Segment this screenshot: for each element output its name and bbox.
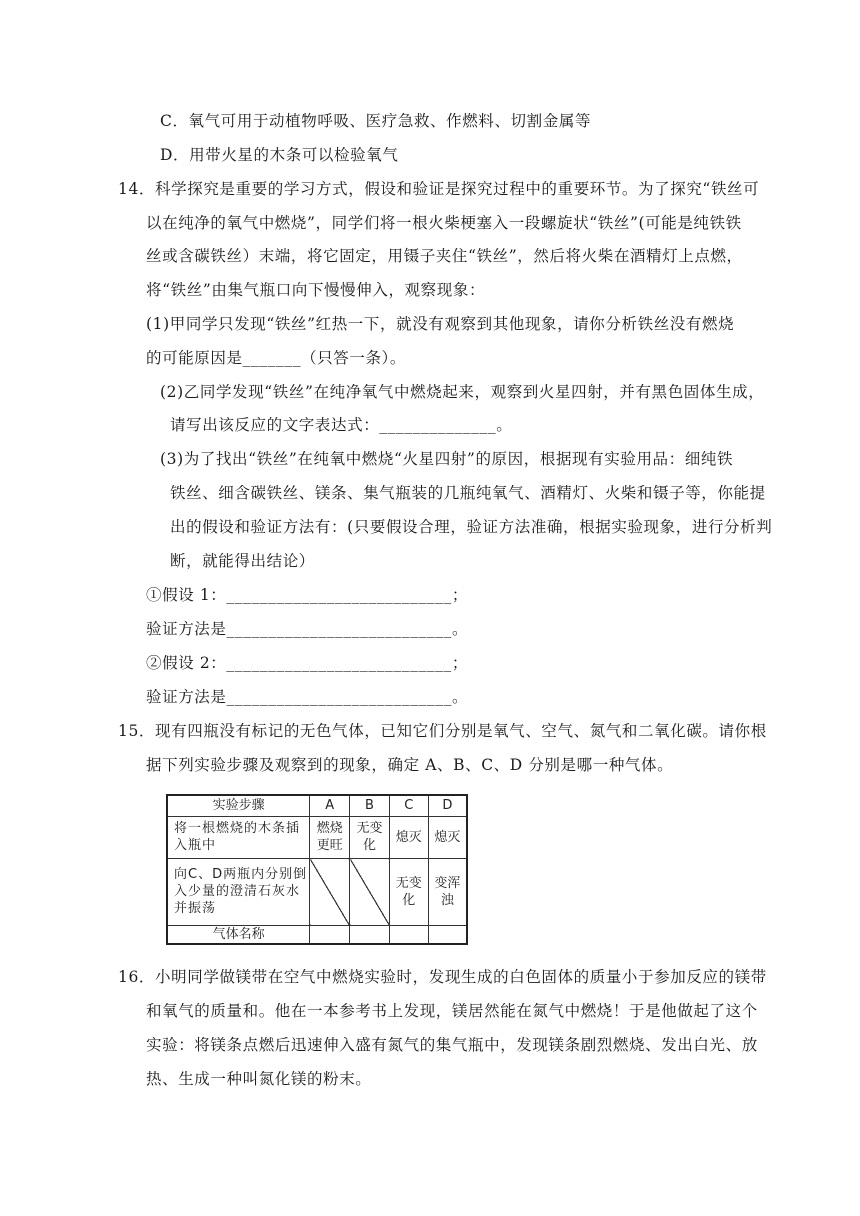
table-cell-c: 熄灭 bbox=[389, 816, 428, 858]
table-row bbox=[167, 816, 467, 858]
q14-part3-line4: 断，就能得出结论） bbox=[170, 552, 315, 570]
q15-stem-line1: 15．现有四瓶没有标记的无色气体，已知它们分别是氧气、空气、氮气和二氧化碳。请你根 bbox=[118, 722, 767, 740]
q14-part3-line1: (3)为了找出“铁丝”在纯氧中燃烧“火星四射”的原因，根据现有实验用品：细纯铁 bbox=[160, 450, 734, 468]
table-cell-d: 变浑浊 bbox=[428, 859, 467, 926]
table-header-cell: C bbox=[389, 795, 428, 816]
option-d: D．用带火星的木条可以检验氧气 bbox=[160, 146, 399, 164]
table-header-cell: A bbox=[310, 795, 350, 816]
table-cell-empty bbox=[350, 925, 390, 944]
verification-1: 验证方法是___________________________。 bbox=[146, 620, 469, 638]
table-header-cell: D bbox=[428, 795, 467, 816]
hypothesis-1: ①假设 1：___________________________； bbox=[146, 586, 468, 604]
q16-stem-line1: 16．小明同学做镁带在空气中燃烧实验时，发现生成的白色固体的质量小于参加反应的镁带 bbox=[118, 968, 767, 986]
hypothesis-2: ②假设 2：___________________________； bbox=[146, 654, 468, 672]
q14-stem-line3: 丝或含碳铁丝）末端，将它固定，用镊子夹住“铁丝”，然后将火柴在酒精灯上点燃， bbox=[146, 247, 743, 265]
table-cell-slash bbox=[350, 859, 390, 926]
experiment-table bbox=[166, 794, 468, 945]
table-cell-step: 向C、D两瓶内分别倒入少量的澄清石灰水并振荡 bbox=[167, 859, 310, 926]
table-header-cell: 实验步骤 bbox=[167, 795, 310, 816]
table-row bbox=[167, 859, 467, 926]
option-c: C．氧气可用于动植物呼吸、医疗急救、作燃料、切割金属等 bbox=[160, 112, 592, 130]
q16-stem-line4: 热、生成一种叫氮化镁的粉末。 bbox=[146, 1070, 372, 1088]
table-header-cell: B bbox=[350, 795, 390, 816]
table-header-row bbox=[167, 795, 467, 816]
table-cell-empty bbox=[310, 925, 350, 944]
q14-part3-line2: 铁丝、细含碳铁丝、镁条、集气瓶装的几瓶纯氧气、酒精灯、火柴和镊子等，你能提 bbox=[170, 484, 766, 502]
table-cell-c: 无变化 bbox=[389, 859, 428, 926]
table-row bbox=[167, 925, 467, 944]
q14-part1-line1: (1)甲同学只发现“铁丝”红热一下，就没有观察到其他现象，请你分析铁丝没有燃烧 bbox=[146, 315, 735, 333]
q14-part3-line3: 出的假设和验证方法有：(只要假设合理，验证方法准确，根据实验现象，进行分析判 bbox=[170, 518, 773, 536]
table-cell-a: 燃烧更旺 bbox=[310, 816, 350, 858]
q16-stem-line3: 实验：将镁条点燃后迅速伸入盛有氮气的集气瓶中，发现镁条剧烈燃烧、发出白光、放 bbox=[146, 1036, 758, 1054]
table-cell-b: 无变化 bbox=[350, 816, 390, 858]
q14-stem-line2: 以在纯净的氧气中燃烧”，同学们将一根火柴梗塞入一段螺旋状“铁丝”(可能是纯铁铁 bbox=[146, 214, 742, 232]
table-cell-step: 将一根燃烧的木条插入瓶中 bbox=[167, 816, 310, 858]
q14-stem-line1: 14．科学探究是重要的学习方式，假设和验证是探究过程中的重要环节。为了探究“铁丝可 bbox=[118, 180, 760, 198]
table-cell-d: 熄灭 bbox=[428, 816, 467, 858]
q15-stem-line2: 据下列实验步骤及观察到的现象，确定 A、B、C、D 分别是哪一种气体。 bbox=[146, 756, 674, 774]
table-cell-label: 气体名称 bbox=[167, 925, 310, 944]
table-cell-empty bbox=[428, 925, 467, 944]
table-cell-slash bbox=[310, 859, 350, 926]
q14-part2-line2: 请写出该反应的文字表达式：______________。 bbox=[170, 416, 513, 434]
q14-part2-line1: (2)乙同学发现“铁丝”在纯净氧气中燃烧起来，观察到火星四射，并有黑色固体生成， bbox=[160, 383, 765, 401]
q14-stem-line4: 将“铁丝”由集气瓶口向下慢慢伸入，观察现象： bbox=[146, 281, 486, 299]
q16-stem-line2: 和氧气的质量和。他在一本参考书上发现，镁居然能在氮气中燃烧！于是他做起了这个 bbox=[146, 1002, 758, 1020]
q14-part1-line2: 的可能原因是_______（只答一条）。 bbox=[146, 349, 407, 367]
table-cell-empty bbox=[389, 925, 428, 944]
verification-2: 验证方法是___________________________。 bbox=[146, 688, 469, 706]
